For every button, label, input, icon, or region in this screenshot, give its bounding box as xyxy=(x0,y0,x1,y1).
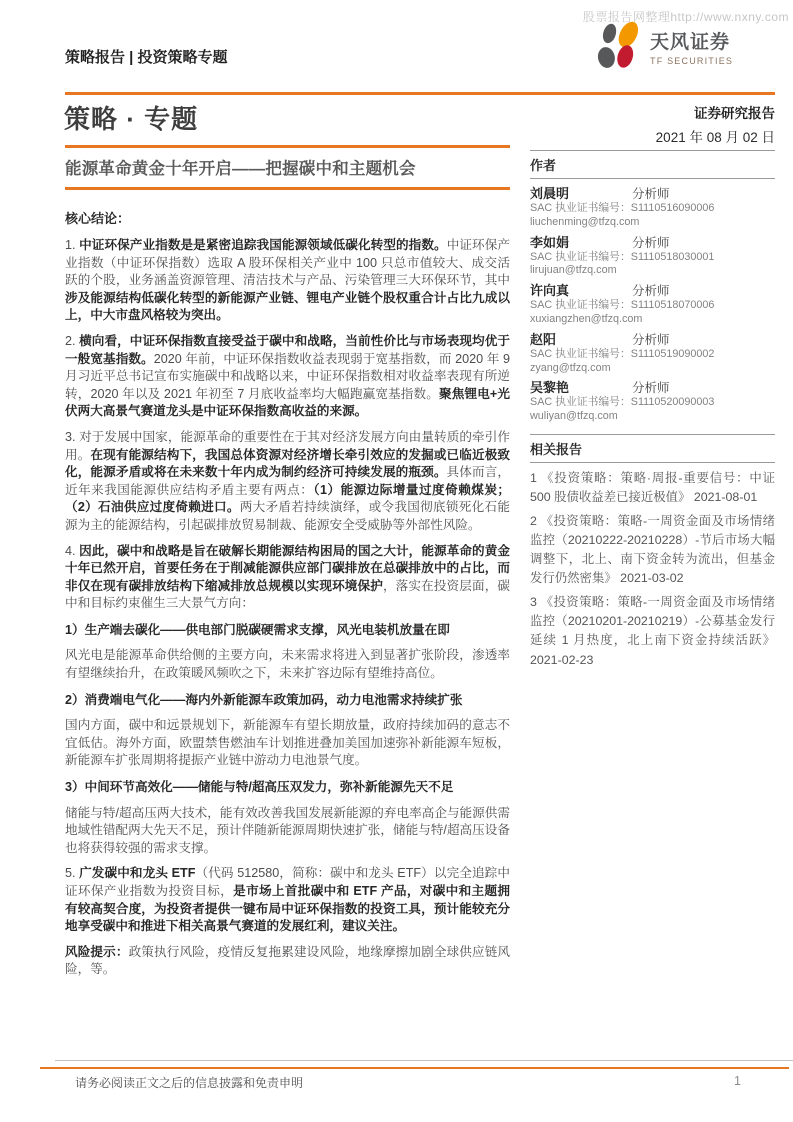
logo-flower-icon xyxy=(597,20,643,72)
report-date: 2021 年 08 月 02 日 xyxy=(655,130,775,145)
logo-name-cn: 天风证券 xyxy=(650,32,731,53)
author-role: 分析师 xyxy=(632,332,670,347)
footer-orange-rule xyxy=(40,1067,789,1069)
watermark-text: 股票报告网整理http://www.nxny.com xyxy=(582,10,789,24)
report-type-label: 证券研究报告 xyxy=(694,106,775,121)
body-paragraph: 风险提示：政策执行风险，疫情反复拖累建设风险，地缘摩擦加剧全球供应链风险，等。 xyxy=(65,944,511,977)
related-reports-list xyxy=(530,469,775,670)
body-subheading: 1）生产端去碳化——供电部门脱碳硬需求支撑，风光电装机放量在即 xyxy=(65,622,450,637)
author-role: 分析师 xyxy=(632,284,670,299)
author-name: 许向真 xyxy=(530,283,570,299)
side-column xyxy=(530,150,775,674)
body-paragraph: 储能与特/超高压两大技术，能有效改善我国发展新能源的弃电率高企与能源供需地域性错配两大先天不足，预计伴随新能源周期快速扩张，储能与特/超高压设备也将获得较强的需求支撑。 xyxy=(65,805,510,855)
author-name: 吴黎艳 xyxy=(530,380,570,396)
related-reports-heading: 相关报告 xyxy=(530,434,775,463)
body-paragraph: 国内方面，碳中和远景规划下，新能源车有望长期放量，政府持续加码的意志不宜低估。海外方面，欧盟禁售燃油车计划推进叠加美国加速弥补新能源车短板，新能源车扩张周期将提振产业链中游动力电池景气度。 xyxy=(65,718,510,768)
body-paragraph: 5. 广发碳中和龙头 ETF（代码 512580，简称：碳中和龙头 ETF）以完全追踪中证环保产业指数为投资目标，是市场上首批碳中和 ETF 产品，对碳中和主题拥有较高契合度，为投资者提供一键布局中证环保指数的投资工具，预计能较充分地享受碳中和推进下相关高景气赛道的发展红利，建议关注。 xyxy=(65,866,510,934)
author-entry xyxy=(530,332,775,376)
related-report-item: 3 《投资策略：策略-一周资金面及市场情绪监控（20210201-20210219）-公募基金发行延续 1 月热度，北上南下资金持续活跃》 2021-02-23 xyxy=(530,594,775,667)
author-name: 李如娟 xyxy=(530,234,570,250)
author-sac-number: SAC 执业证书编号：S1110516090006 xyxy=(530,202,715,214)
related-reports-section xyxy=(530,434,775,670)
report-body xyxy=(65,208,510,979)
body-paragraphs xyxy=(65,237,510,979)
report-category-label: 策略报告 | 投资策略专题 xyxy=(65,49,228,66)
author-role: 分析师 xyxy=(632,235,670,250)
authors-heading: 作者 xyxy=(530,150,775,179)
body-paragraph: 风光电是能源革命供给侧的主要方向，未来需求将进入到显著扩张阶段，渗透率有望继续抬升，在政策暖风频吹之下，未来扩容边际有望维持高位。 xyxy=(65,648,510,681)
author-email: lirujuan@tfzq.com xyxy=(530,264,617,277)
core-conclusion-heading: 核心结论： xyxy=(65,211,131,226)
body-subheading: 3）中间环节高效化——储能与特/超高压双发力，弥补新能源先天不足 xyxy=(65,780,454,795)
report-meta xyxy=(656,102,775,146)
logo-name-en: TF SECURITIES xyxy=(650,56,734,66)
author-entry xyxy=(530,283,775,327)
footer-hairline xyxy=(55,1060,793,1061)
author-entry xyxy=(530,380,775,424)
author-email: wuliyan@tfzq.com xyxy=(530,410,618,423)
body-paragraph: 4. 因此，碳中和战略是旨在破解长期能源结构困局的国之大计，能源革命的黄金十年已然开启，首要任务在于削减能源供应部门碳排放在总碳排放中的占比，而非仅在现有碳排放结构下缩减排放总规模以实现环境保护，落实在投资层面，碳中和目标约束催生三大景气方向： xyxy=(65,543,511,611)
author-role: 分析师 xyxy=(632,381,670,396)
author-email: xuxiangzhen@tfzq.com xyxy=(530,312,643,325)
author-role: 分析师 xyxy=(632,187,670,201)
author-sac-number: SAC 执业证书编号：S1110519090002 xyxy=(530,347,715,360)
body-paragraph: 3. 对于发展中国家，能源革命的重要性在于其对经济发展方向由量转质的牵引作用。在现有能源结构下，我国总体资源对经济增长牵引效应的发掘或已临近极致化，能源矛盾或将在未来数十年内成为制约经济可持续发展的瓶颈。具体而言，近年来我国能源供应结构矛盾主要有两点：（1）能源边际增量过度倚赖煤炭；（2）石油供应过度倚赖进口。两大矛盾若持续演绎，或令我国彻底锁死化石能源为主的能源结构，引起碳排放贸易制裁、能源安全受威胁等外部性风险。 xyxy=(65,429,511,532)
report-subtitle: 能源革命黄金十年开启——把握碳中和主题机会 xyxy=(65,160,416,178)
author-name: 赵阳 xyxy=(530,331,557,347)
author-sac-number: SAC 执业证书编号：S1110520090003 xyxy=(530,396,715,409)
author-email: zyang@tfzq.com xyxy=(530,361,611,374)
page-number: 1 xyxy=(734,1074,741,1088)
top-orange-rule xyxy=(65,92,775,95)
body-paragraph: 1. 中证环保产业指数是是紧密追踪我国能源领域低碳化转型的指数。中证环保产业指数（中证环保指数）选取 A 股环保相关产业中 100 只总市值较大、成交活跃的个股，业务涵盖资源管理、清洁技术与产品、污染管理三大环保环节，其中涉及能源结构低碳化转型的新能源产业链、锂电产业链个股权重合计占比九成以上，中大市盘风格较为突出。 xyxy=(65,238,511,323)
author-entry xyxy=(530,186,775,230)
author-sac-number: SAC 执业证书编号：S1110518070006 xyxy=(530,299,715,312)
authors-list xyxy=(530,186,775,424)
author-sac-number: SAC 执业证书编号：S1110518030001 xyxy=(530,250,715,263)
author-entry xyxy=(530,235,775,279)
body-subheading: 2）消费端电气化——海内外新能源车政策加码，动力电池需求持续扩张 xyxy=(65,692,463,707)
related-report-item: 1 《投资策略：策略·周报-重要信号：中证 500 股债收益差已接近极值》 2021-08-01 xyxy=(530,470,775,505)
author-email: liuchenming@tfzq.com xyxy=(530,215,640,228)
related-report-item: 2 《投资策略：策略-一周资金面及市场情绪监控（20210222-20210228）-节后市场大幅调整下，北上、南下资金转为流出，但基金发行仍然密集》 2021-03-02 xyxy=(530,513,775,586)
logo-wordmark xyxy=(650,20,733,66)
page-title: 策略 · 专题 xyxy=(64,104,199,134)
tf-securities-logo xyxy=(597,20,733,72)
main-column xyxy=(65,145,510,987)
author-name: 刘晨明 xyxy=(530,186,570,201)
report-subtitle-block xyxy=(65,145,510,190)
footer-disclaimer: 请务必阅读正文之后的信息披露和免责申明 xyxy=(75,1076,304,1090)
body-paragraph: 2. 横向看，中证环保指数直接受益于碳中和战略，当前性价比与市场表现均优于一般宽基指数。2020 年前，中证环保指数收益表现弱于宽基指数，而 2020 年 9 月习近平总书记宣布实施碳中和战略以来，中证环保指数相对收益率表现有所逆转，2020 年以及 2021 年初至 7 月底收益率均大幅跑赢宽基指数。聚焦锂电+光伏两大高景气赛道龙头是中证环保指数高收益的来源。 xyxy=(65,333,511,419)
